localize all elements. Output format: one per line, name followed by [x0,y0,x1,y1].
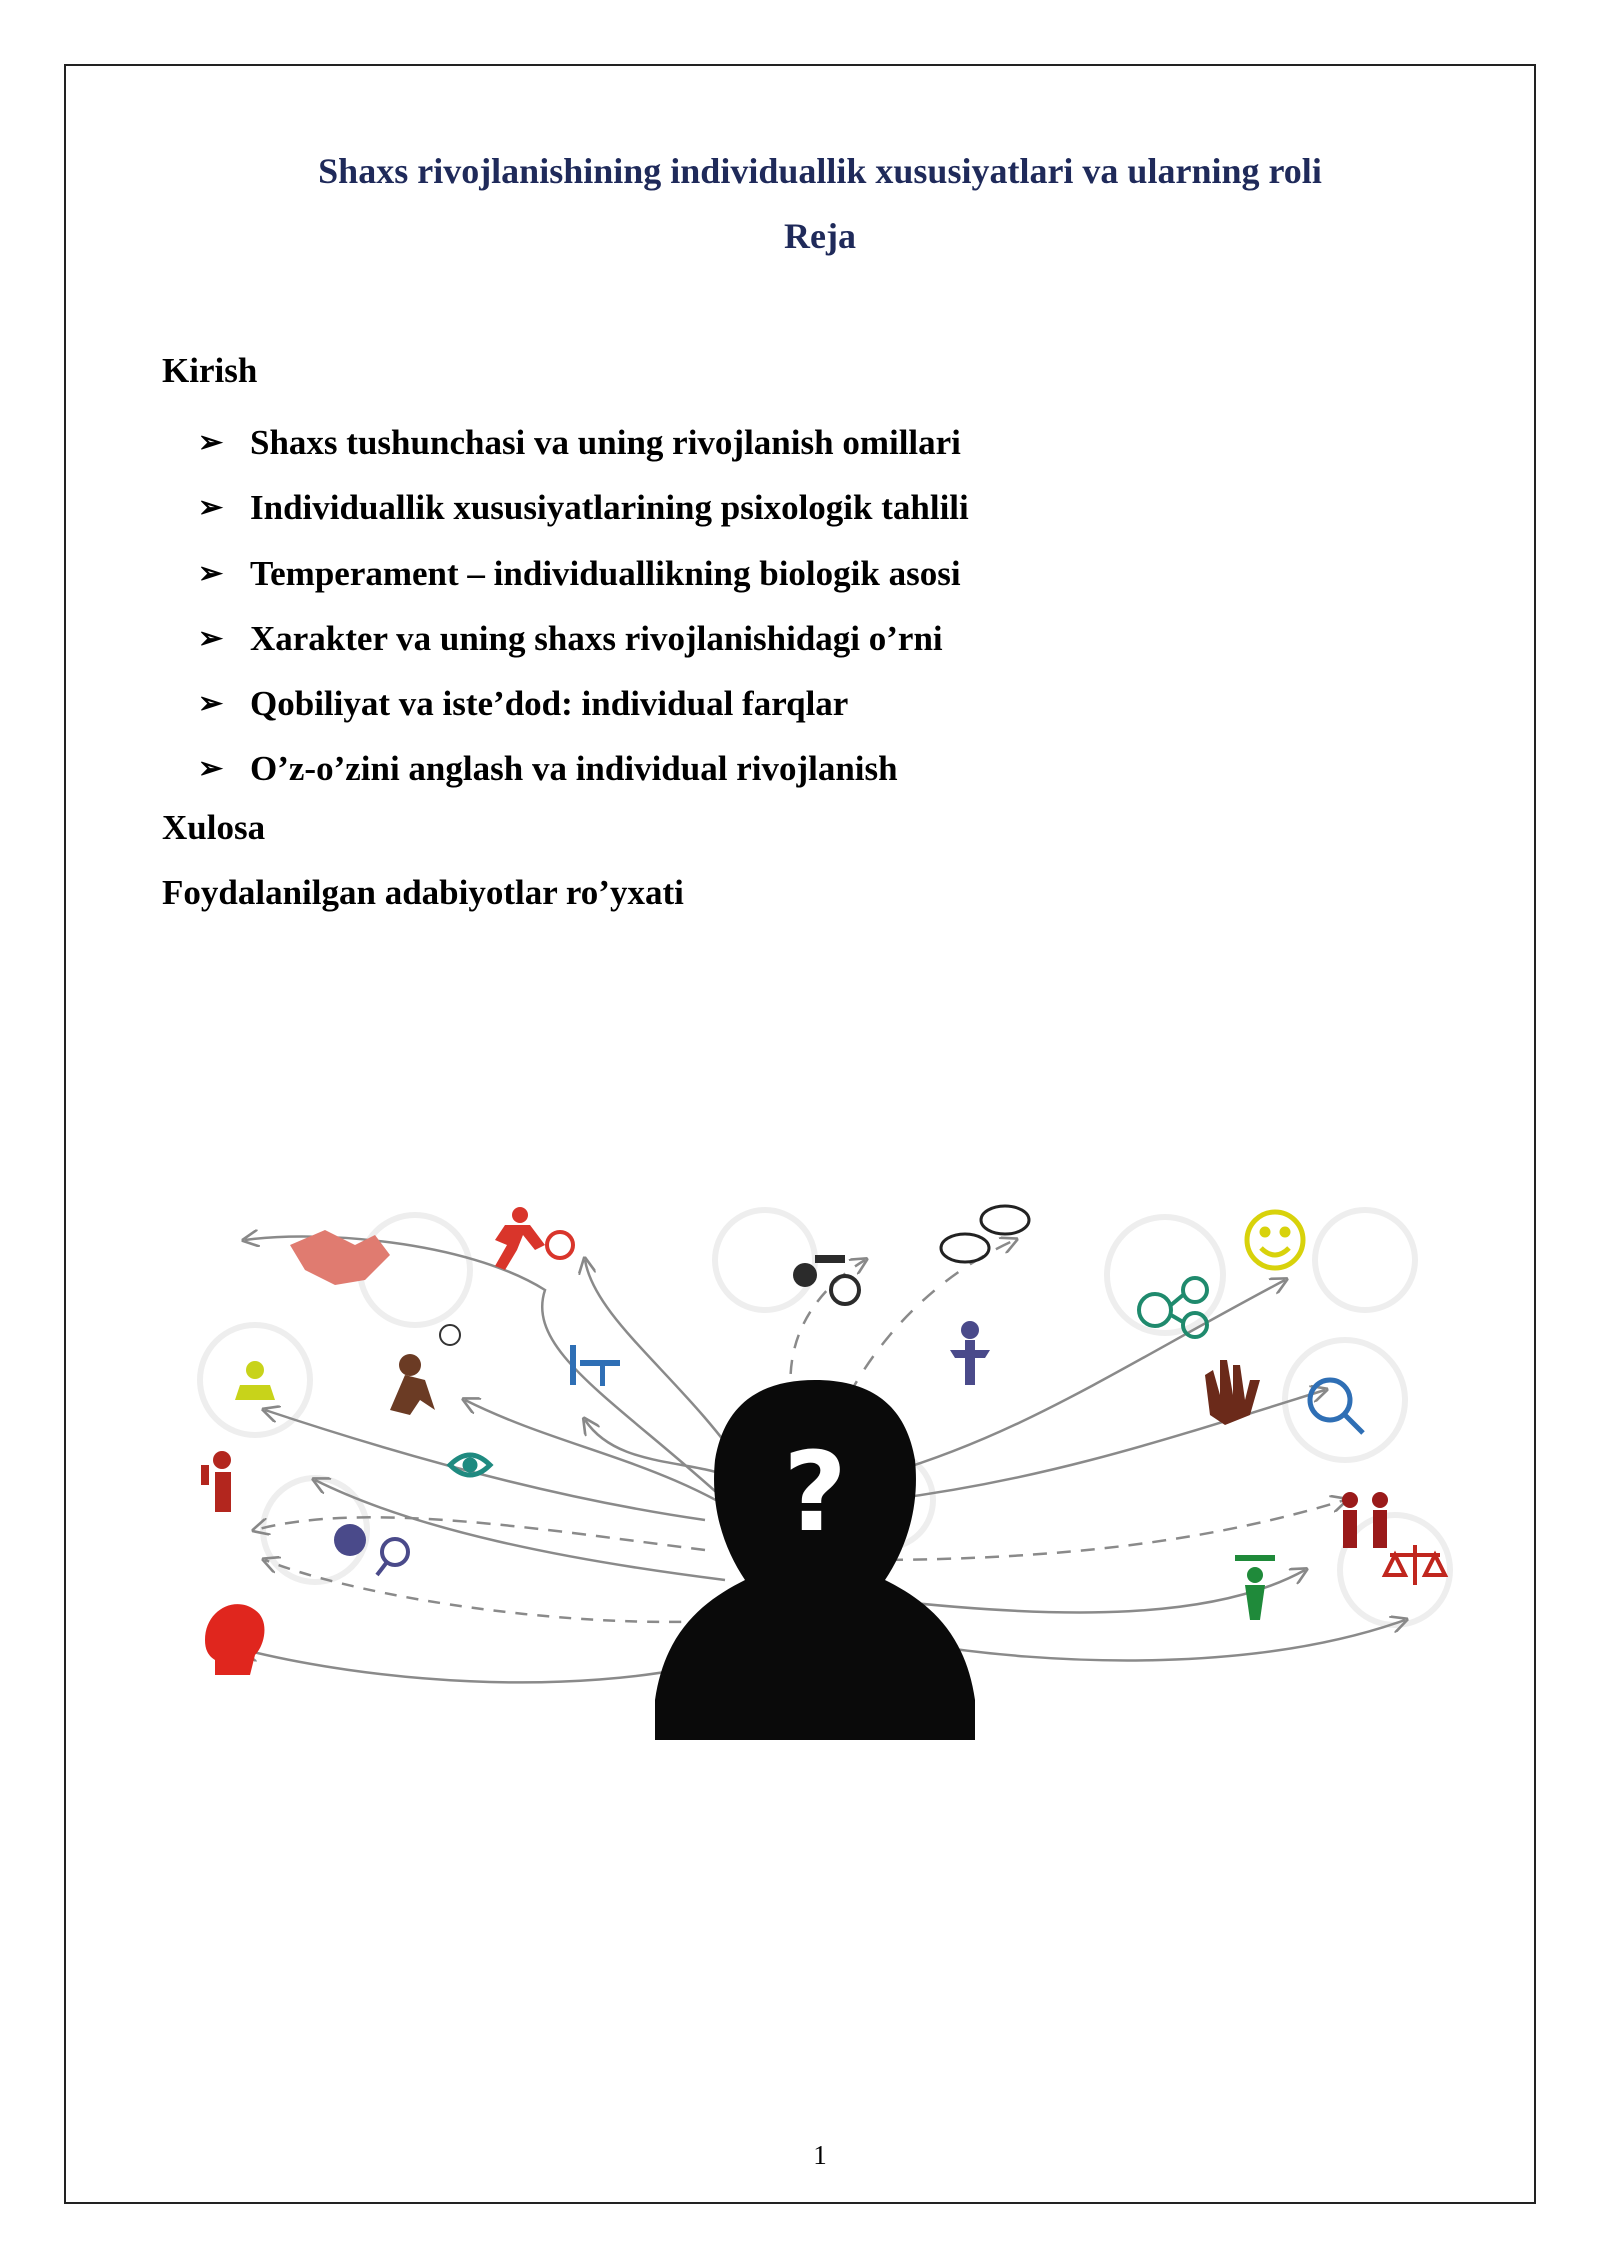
arrow-bullet-icon: ➢ [198,425,224,459]
toc-item-text: Xarakter va uning shaxs rivojlanishidagi o’rni [250,618,943,658]
eye-icon [450,1455,490,1475]
toc-conclusion: Xulosa [162,808,266,848]
desk-person-icon [570,1345,620,1386]
toc-item [162,737,969,802]
arrow-bullet-icon: ➢ [198,621,224,655]
thinking-person-icon [390,1325,460,1415]
arrow-bullet-icon: ➢ [198,556,224,590]
table-of-contents [162,345,969,933]
toc-item [162,476,969,541]
smiley-icon [1247,1212,1303,1268]
arrow-bullet-icon: ➢ [198,491,224,525]
toc-item [162,606,969,671]
document-subtitle: Reja [784,216,856,256]
couple-icon [1342,1492,1388,1548]
toc-item [162,410,969,475]
brain-head-icon [205,1604,264,1675]
toc-item [162,541,969,606]
running-clock-icon [495,1207,573,1270]
toc-item-text: O’z-o’zini anglash va individual rivojlanish [250,749,898,789]
toc-item-text: Temperament – individuallikning biologik asosi [250,553,961,593]
question-mark: ? [783,1428,847,1556]
search-person-icon [1310,1380,1363,1433]
meditation-icon [235,1361,275,1400]
mask-magnifier-icon [334,1524,408,1575]
arrow-bullet-icon: ➢ [198,752,224,786]
individuality-illustration [165,1200,1465,1740]
speech-bubbles-icon [941,1206,1029,1262]
toc-item-text: Shaxs tushunchasi va uning rivojlanish omillari [250,422,961,462]
speaker-icon [201,1451,231,1512]
toc-intro: Kirish [162,351,258,390]
hand-heart-icon [1205,1360,1260,1425]
handshake-icon [290,1230,390,1285]
toc-item [162,671,969,736]
document-title: Shaxs rivojlanishining individuallik xususiyatlari va ularning roli [318,151,1322,191]
toc-references: Foydalanilgan adabiyotlar ro’yxati [162,873,684,913]
toc-item-text: Qobiliyat va iste’dod: individual farqlar [250,684,849,724]
reading-person-icon [950,1321,990,1385]
toc-item-text: Individuallik xususiyatlarining psixologik tahlili [250,488,969,528]
arrow-bullet-icon: ➢ [198,687,224,721]
page-number: 1 [813,2140,827,2170]
scales-icon [1385,1545,1445,1585]
